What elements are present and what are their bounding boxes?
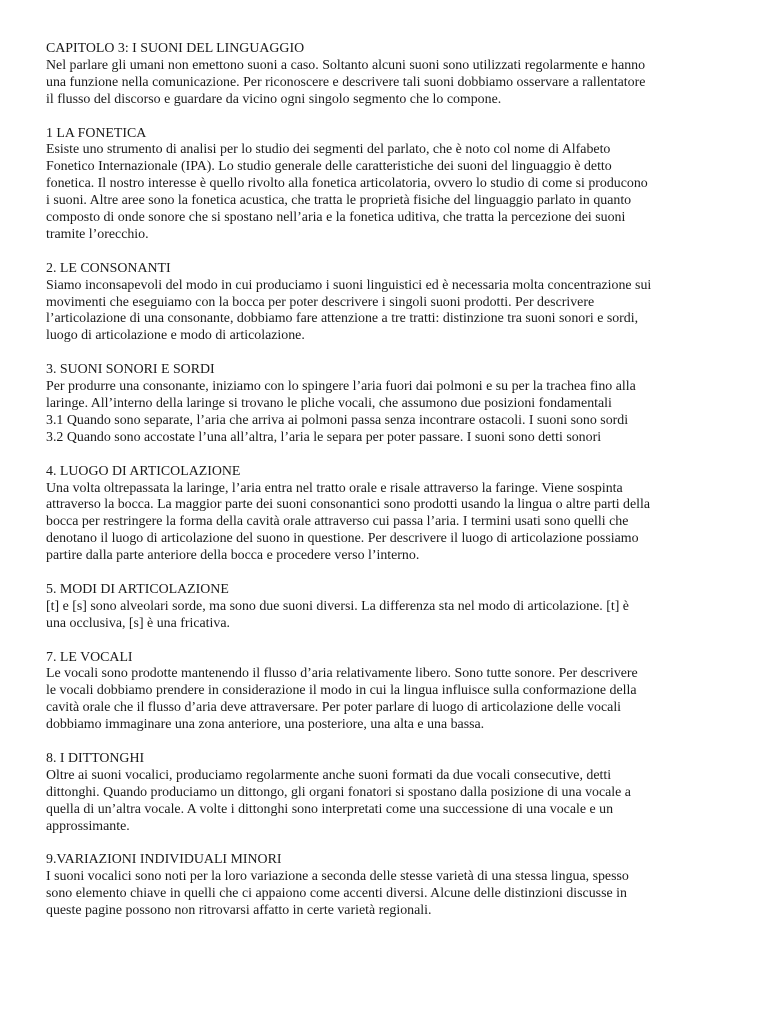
paragraph-line: queste pagine possono non ritrovarsi affatto in certe varietà regionali. — [46, 903, 432, 919]
paragraph-line: Una volta oltrepassata la laringe, l’aria entra nel tratto orale e risale attraverso la faringe. Viene sospinta — [46, 480, 623, 496]
section-heading: CAPITOLO 3: I SUONI DEL LINGUAGGIO — [46, 41, 305, 56]
section-dittonghi — [46, 751, 731, 836]
paragraph-line: laringe. All’interno della laringe si trovano le pliche vocali, che assumono due posizioni fondamentali — [46, 395, 612, 411]
paragraph-line: movimenti che eseguiamo con la bocca per poter descrivere i singoli suoni prodotti. Per descrivere — [46, 294, 595, 310]
paragraph-line: partire dalla parte anteriore della bocca e procedere verso l’interno. — [46, 548, 420, 564]
section-heading: 8. I DITTONGHI — [46, 750, 145, 766]
paragraph-line: una occlusiva, [s] è una fricativa. — [46, 615, 230, 631]
paragraph-line: 3.1 Quando sono separate, l’aria che arriva ai polmoni passa senza incontrare ostacoli. I suoni sono sordi — [46, 412, 629, 428]
paragraph-line: attraverso la bocca. La maggior parte dei suoni consonantici sono prodotti usando la lingua o altre parti della — [46, 497, 651, 513]
paragraph-line: bocca per restringere la forma della cavità orale attraverso cui passa l’aria. I termini usati sono quelli che — [46, 514, 629, 530]
paragraph-line: tramite l’orecchio. — [46, 226, 149, 242]
section-variazioni — [46, 852, 731, 920]
paragraph-line: quella di un’altra vocale. A volte i dittonghi sono interpretati come una successione di una vocale e un — [46, 801, 614, 817]
section-heading: 7. LE VOCALI — [46, 649, 133, 665]
section-heading: 1 LA FONETICA — [46, 125, 147, 141]
section-consonanti — [46, 261, 731, 346]
paragraph-line: Per produrre una consonante, iniziamo con lo spingere l’aria fuori dai polmoni e su per la trachea fino alla — [46, 379, 636, 395]
section-suoni-sonori-sordi — [46, 362, 731, 447]
paragraph-line: l’articolazione di una consonante, dobbiamo fare attenzione a tre tratti: distinzione tra suoni sonori e sordi, — [46, 311, 639, 327]
paragraph-line: il flusso del discorso e guardare da vicino ogni singolo segmento che lo compone. — [46, 91, 502, 107]
section-vocali — [46, 650, 731, 735]
paragraph-line: 3.2 Quando sono accostate l’una all’altra, l’aria le separa per poter passare. I suoni sono detti sonori — [46, 429, 602, 445]
paragraph-line: Fonetico Internazionale (IPA). Lo studio generale delle caratteristiche dei suoni del linguaggio è detto — [46, 159, 612, 175]
section-heading: 4. LUOGO DI ARTICOLAZIONE — [46, 463, 241, 479]
section-luogo-articolazione — [46, 464, 731, 565]
paragraph-line: Le vocali sono prodotte mantenendo il flusso d’aria relativamente libero. Sono tutte sonore. Per descrivere — [46, 666, 638, 682]
paragraph-line: cavità orale che il flusso d’aria deve attraversare. Per poter parlare di luogo di articolazione delle vocali — [46, 700, 622, 716]
paragraph-line: dobbiamo immaginare una zona anteriore, una posteriore, una alta e una bassa. — [46, 717, 485, 733]
paragraph-line: una funzione nella comunicazione. Per riconoscere e descrivere tali suoni dobbiamo osservare a rallentatore — [46, 74, 646, 90]
document-page — [46, 41, 731, 937]
section-fonetica — [46, 126, 731, 244]
paragraph-line: fonetica. Il nostro interesse è quello rivolto alla fonetica articolatoria, ovvero lo studio di come si producono — [46, 176, 648, 192]
paragraph-line: i suoni. Altre aree sono la fonetica acustica, che tratta le proprietà fisiche del linguaggio parlato in quanto — [46, 193, 632, 209]
paragraph-line: Oltre ai suoni vocalici, produciamo regolarmente anche suoni formati da due vocali consecutive, detti — [46, 767, 612, 783]
paragraph-line: Esiste uno strumento di analisi per lo studio dei segmenti del parlato, che è noto col nome di Alfabeto — [46, 142, 611, 158]
paragraph-line: sono elemento chiave in quelli che ci appaiono come accenti diversi. Alcune delle distinzioni discusse in — [46, 886, 627, 902]
paragraph-line: [t] e [s] sono alveolari sorde, ma sono due suoni diversi. La differenza sta nel modo di articolazione. [t] è — [46, 598, 629, 614]
paragraph-line: le vocali dobbiamo prendere in considerazione il modo in cui la lingua influisce sulla conformazione della — [46, 683, 637, 699]
paragraph-line: composto di onde sonore che si spostano nell’aria e la fonetica uditiva, che tratta la percezione dei suoni — [46, 210, 626, 226]
paragraph-line: Nel parlare gli umani non emettono suoni a caso. Soltanto alcuni suoni sono utilizzati regolarmente e hanno — [46, 57, 646, 73]
paragraph-line: approssimante. — [46, 818, 130, 834]
section-heading: 5. MODI DI ARTICOLAZIONE — [46, 581, 229, 597]
section-heading: 2. LE CONSONANTI — [46, 260, 171, 276]
section-modi-articolazione — [46, 582, 731, 633]
paragraph-line: luogo di articolazione e modo di articolazione. — [46, 328, 305, 344]
paragraph-line: dittonghi. Quando produciamo un dittongo, gli organi fonatori si spostano dalla posizione di una vocale a — [46, 784, 631, 800]
paragraph-line: denotano il luogo di articolazione del suono in questione. Per descrivere il luogo di articolazione possiamo — [46, 531, 639, 547]
paragraph-line: I suoni vocalici sono noti per la loro variazione a seconda delle stesse varietà di una stessa lingua, spesso — [46, 869, 629, 885]
section-heading: 3. SUONI SONORI E SORDI — [46, 362, 215, 378]
paragraph-line: Siamo inconsapevoli del modo in cui produciamo i suoni linguistici ed è necessaria molta concentrazione sui — [46, 277, 652, 293]
section-chapter-intro — [46, 41, 731, 109]
section-heading: 9.VARIAZIONI INDIVIDUALI MINORI — [46, 852, 282, 868]
